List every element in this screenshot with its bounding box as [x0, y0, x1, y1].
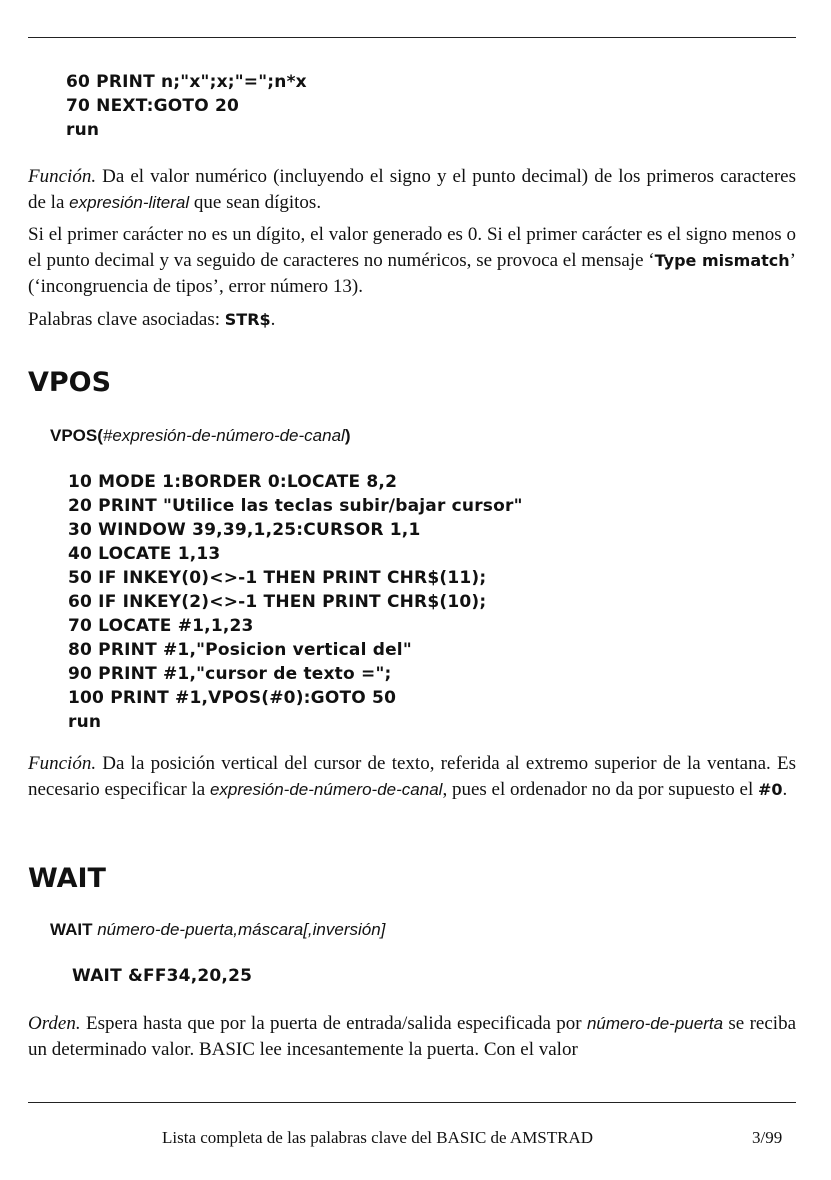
section-title-vpos: VPOS [28, 367, 112, 398]
related-keywords: Palabras clave asociadas: STR$. [28, 309, 276, 330]
section-title-wait: WAIT [28, 863, 106, 894]
code-line: 80 PRINT #1,"Posicion vertical del" [68, 640, 412, 660]
keyword: #0 [757, 780, 783, 799]
top-rule [28, 37, 796, 38]
term: expresión-de-número-de-canal [209, 780, 443, 799]
code-line: 60 PRINT n;"x";x;"=";n*x [66, 72, 307, 92]
code-line: 30 WINDOW 39,39,1,25:CURSOR 1,1 [68, 520, 421, 540]
code-line: 70 NEXT:GOTO 20 [66, 96, 240, 116]
mismatch-paragraph: Si el primer carácter no es un dígito, el valor generado es 0. Si el primer carácter es el signo menos o el punto decimal y va seguido de caracteres no numéricos, se provoca el mensaje ‘Type mismatch’ (‘incongruencia de tipos’, error número 13). [28, 224, 796, 297]
term: número-de-puerta [586, 1014, 724, 1033]
code-line: run [66, 120, 100, 140]
funcion-paragraph-vpos: Función. Da la posición vertical del cursor de texto, referida al extremo superior de la ventana. Es necesario especificar la expresión-de-número-de-canal, pues el ordenador no da por supuesto el #0. [28, 753, 796, 800]
wait-example: WAIT &FF34,20,25 [72, 966, 253, 986]
orden-paragraph-wait: Orden. Espera hasta que por la puerta de entrada/salida especificada por número-de-puerta se reciba un determinado valor. BASIC lee incesantemente la puerta. Con el valor [28, 1013, 796, 1060]
paragraph-lead: Orden. [28, 1013, 81, 1034]
paragraph-lead: Función. [28, 753, 97, 774]
syntax-wait: WAIT número-de-puerta,máscara[,inversión] [50, 920, 386, 939]
funcion-paragraph-val: Función. Da el valor numérico (incluyendo el signo y el punto decimal) de los primeros caracteres de la expresión-literal que sean dígitos. [28, 166, 796, 213]
error-message: Type mismatch [654, 251, 790, 270]
code-line: 90 PRINT #1,"cursor de texto ="; [68, 664, 392, 684]
bottom-rule [28, 1102, 796, 1103]
code-line: 100 PRINT #1,VPOS(#0):GOTO 50 [68, 688, 397, 708]
code-line: 60 IF INKEY(2)<>-1 THEN PRINT CHR$(10); [68, 592, 487, 612]
keyword: STR$ [224, 310, 271, 329]
paragraph-lead: Función. [28, 166, 97, 187]
code-line: 20 PRINT "Utilice las teclas subir/bajar cursor" [68, 496, 523, 516]
code-line: 70 LOCATE #1,1,23 [68, 616, 254, 636]
code-block-vpos [68, 470, 523, 734]
code-line: 10 MODE 1:BORDER 0:LOCATE 8,2 [68, 472, 398, 492]
term: expresión-literal [69, 193, 190, 212]
syntax-vpos: VPOS(#expresión-de-número-de-canal) [50, 426, 351, 445]
code-line: run [68, 712, 102, 732]
page-number: 3/99 [752, 1128, 783, 1147]
footer-title: Lista completa de las palabras clave del BASIC de AMSTRAD [162, 1128, 594, 1147]
code-block-1 [66, 70, 307, 142]
code-line: 50 IF INKEY(0)<>-1 THEN PRINT CHR$(11); [68, 568, 487, 588]
code-line: 40 LOCATE 1,13 [68, 544, 221, 564]
